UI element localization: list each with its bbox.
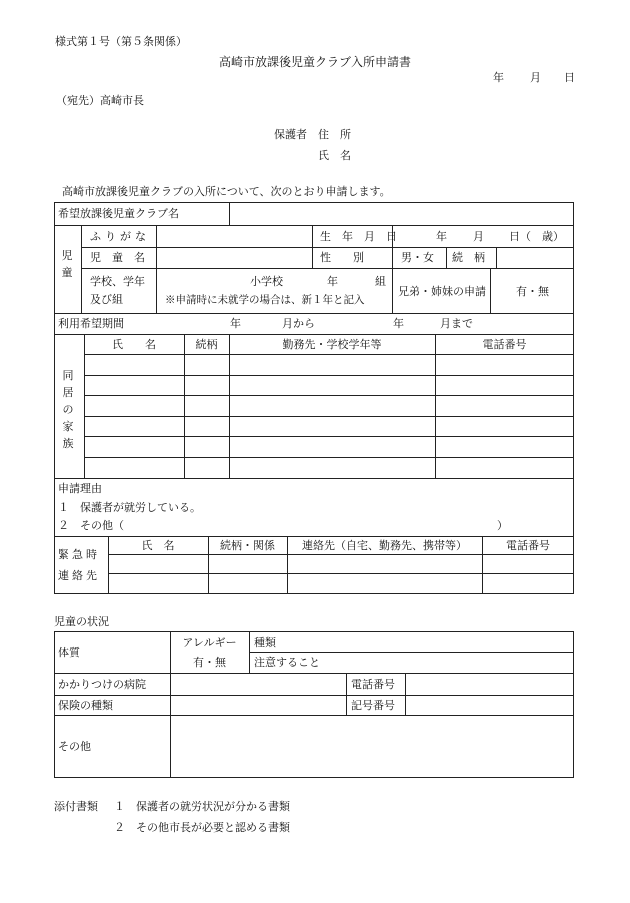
family-col-relation: 続柄 <box>195 338 218 351</box>
reason-other-close: ） <box>497 519 508 532</box>
guardian-label: 保護者 <box>274 128 307 141</box>
family-col-workplace: 勤務先・学校学年等 <box>282 338 382 351</box>
reason-option-other[interactable]: ２ その他（ <box>58 519 124 532</box>
form-number: 様式第１号（第５条関係） <box>55 35 187 48</box>
school-note: ※申請時に未就学の場合は、新１年と記入 <box>165 294 365 306</box>
dob-label: 生 年 月 日 <box>320 230 397 243</box>
emergency-col-contact: 連絡先（自宅、勤務先、携帯等） <box>302 539 467 552</box>
school-class-suffix[interactable]: 組 <box>375 275 386 288</box>
reason-label: 申請理由 <box>58 482 102 495</box>
attachment-item-2: ２ その他市長が必要と認める書類 <box>114 821 290 834</box>
table-row[interactable] <box>85 417 573 435</box>
reason-option-work[interactable]: １ 保護者が就労している。 <box>58 501 201 514</box>
gender-options[interactable]: 男・女 <box>401 251 434 264</box>
table-row[interactable] <box>109 574 573 593</box>
child-section-label: 児童 <box>61 249 73 280</box>
family-col-phone: 電話番号 <box>482 338 527 351</box>
table-row[interactable] <box>109 555 573 572</box>
attachments-label: 添付書類 <box>54 800 98 813</box>
attachment-item-1: １ 保護者の就労状況が分かる書類 <box>114 800 290 813</box>
guardian-name-label[interactable]: 氏 名 <box>318 149 351 162</box>
emergency-col-name: 氏 名 <box>141 539 175 552</box>
status-section-title: 児童の状況 <box>54 615 109 628</box>
period-month-to[interactable]: 月まで <box>440 317 473 330</box>
allergy-type-label[interactable]: 種類 <box>254 636 276 649</box>
emergency-label-1: 緊急時 <box>58 548 100 561</box>
other-field[interactable] <box>174 718 572 776</box>
insurance-number-field[interactable] <box>409 697 572 714</box>
family-section-label: 同居の家族 <box>62 369 74 451</box>
date-day[interactable]: 日 <box>564 71 575 84</box>
emergency-col-relation: 続柄・関係 <box>220 539 275 552</box>
guardian-address-label[interactable]: 住 所 <box>318 128 351 141</box>
table-row[interactable] <box>85 376 573 394</box>
allergy-options[interactable]: 有・無 <box>193 656 226 669</box>
dob-year[interactable]: 年 <box>436 230 447 243</box>
hospital-label: かかりつけの病院 <box>58 678 146 691</box>
insurance-field[interactable] <box>174 697 344 714</box>
table-row[interactable] <box>85 355 573 374</box>
addressee: （宛先）高崎市長 <box>56 94 144 107</box>
date-year[interactable]: 年 <box>493 71 504 84</box>
allergy-notes-label[interactable]: 注意すること <box>254 656 320 669</box>
club-name-field[interactable] <box>234 208 570 220</box>
table-row[interactable] <box>85 458 573 477</box>
child-name-field[interactable] <box>160 229 310 265</box>
hospital-phone-field[interactable] <box>409 676 572 693</box>
school-label-2: 及び組 <box>90 293 123 306</box>
child-name-label: 児 童 名 <box>90 251 145 264</box>
emergency-label-2: 連絡先 <box>58 569 100 582</box>
form-title: 高崎市放課後児童クラブ入所申請書 <box>218 55 411 69</box>
other-label: その他 <box>58 740 91 753</box>
school-grade-suffix[interactable]: 年 <box>327 275 338 288</box>
dob-month[interactable]: 月 <box>473 230 484 243</box>
furigana-label: ふりがな <box>90 230 150 243</box>
table-row[interactable] <box>85 396 573 415</box>
relation-field[interactable] <box>500 250 570 265</box>
school-label-1: 学校、学年 <box>90 275 145 288</box>
constitution-label: 体質 <box>58 646 80 659</box>
intro-text: 高崎市放課後児童クラブの入所について、次のとおり申請します。 <box>62 185 391 198</box>
school-name-suffix[interactable]: 小学校 <box>250 275 283 288</box>
hospital-phone-label: 電話番号 <box>351 678 395 691</box>
period-month-from[interactable]: 月から <box>282 317 315 330</box>
club-name-label: 希望放課後児童クラブ名 <box>58 207 179 220</box>
insurance-number-label: 記号番号 <box>351 699 395 712</box>
table-row[interactable] <box>85 437 573 456</box>
dob-day-age[interactable]: 日（ 歳） <box>509 230 564 243</box>
gender-label: 性 別 <box>320 251 364 264</box>
period-year-to[interactable]: 年 <box>393 317 404 330</box>
sibling-label: 兄弟・姉妹の申請 <box>398 285 486 298</box>
sibling-options[interactable]: 有・無 <box>516 285 549 298</box>
hospital-field[interactable] <box>174 676 344 693</box>
family-col-name: 氏 名 <box>112 338 156 351</box>
date-month[interactable]: 月 <box>530 71 541 84</box>
insurance-label: 保険の種類 <box>58 699 113 712</box>
emergency-col-phone: 電話番号 <box>506 539 550 552</box>
allergy-label: アレルギー <box>182 636 237 649</box>
period-label: 利用希望期間 <box>58 317 124 330</box>
relation-label: 続 柄 <box>452 251 485 264</box>
period-year-from[interactable]: 年 <box>230 317 241 330</box>
